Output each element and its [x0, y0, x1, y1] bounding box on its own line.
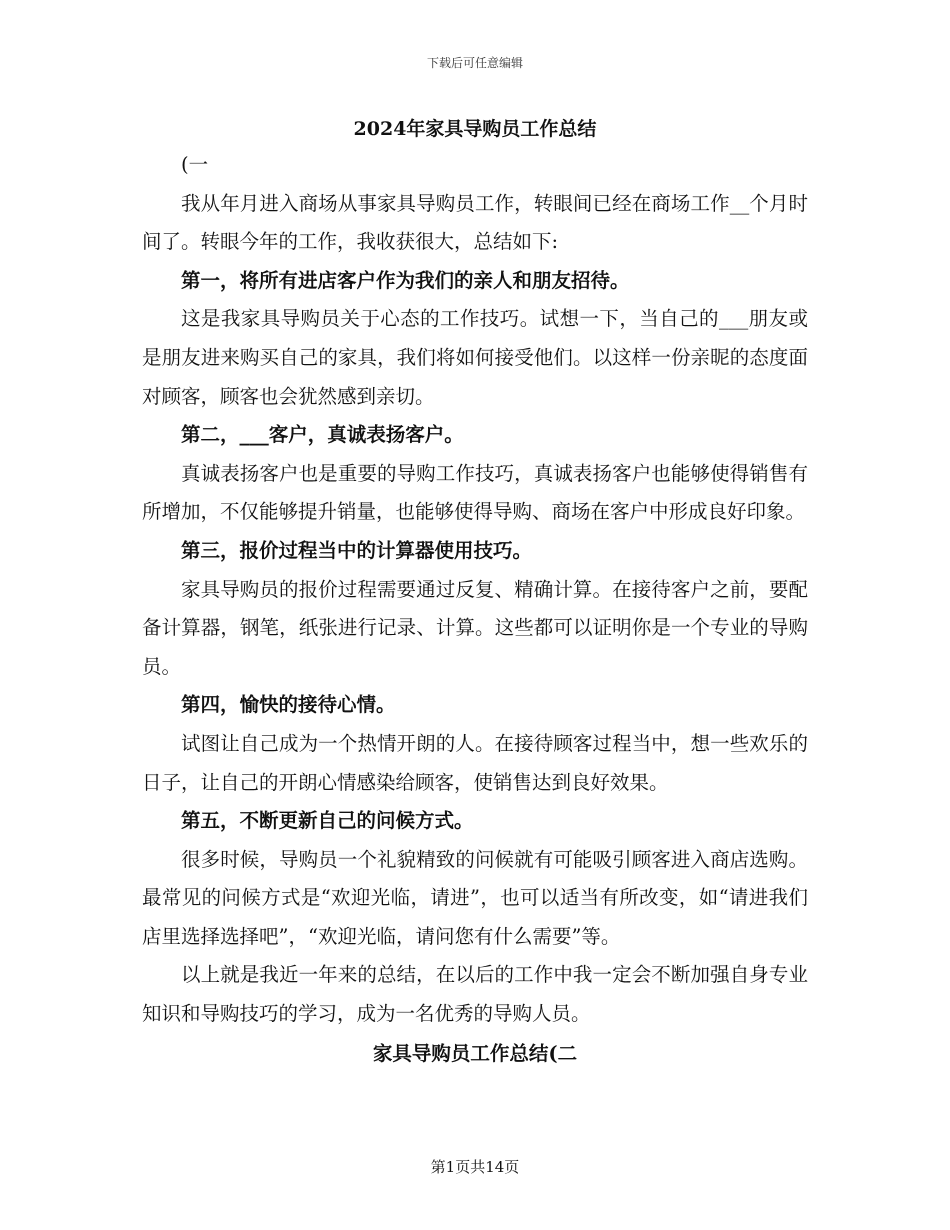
point-paragraph-3: 家具导购员的报价过程需要通过反复、精确计算。在接待客户之前，要配备计算器，钢笔，纸张进行记录、计算。这些都可以证明你是一个专业的导购员。 [142, 577, 808, 678]
document-title: 2024年家具导购员工作总结 [353, 118, 597, 140]
header-note: 下载后可任意编辑 [426, 56, 523, 70]
point-paragraph-1: 这是我家具导购员关于心态的工作技巧。试想一下，当自己的___朋友或是朋友进来购买自己的家具，我们将如何接受他们。以这样一份亲昵的态度面对顾客，顾客也会犹然感到亲切。 [142, 307, 808, 408]
point-heading-5: 第五，不断更新自己的问候方式。 [181, 809, 474, 833]
document-body [142, 146, 808, 1073]
point-heading-3: 第三，报价过程当中的计算器使用技巧。 [181, 538, 533, 562]
intro-paragraph: 我从年月进入商场从事家具导购员工作，转眼间已经在商场工作__个月时间了。转眼今年的工作，我收获很大，总结如下: [142, 191, 808, 254]
page-footer: 第1页共14页 [430, 1158, 520, 1176]
point-heading-2: 第二，___客户，真诚表扬客户。 [181, 423, 464, 447]
section-marker: (一 [181, 153, 209, 176]
conclusion-paragraph: 以上就是我近一年来的总结，在以后的工作中我一定会不断加强自身专业知识和导购技巧的学习，成为一名优秀的导购人员。 [142, 963, 808, 1026]
point-heading-1: 第一，将所有进店客户作为我们的亲人和朋友招待。 [181, 268, 630, 292]
point-heading-4: 第四，愉快的接待心情。 [181, 693, 396, 717]
point-paragraph-5: 很多时候，导购员一个礼貌精致的问候就有可能吸引顾客进入商店选购。最常见的问候方式是“欢迎光临，请进”，也可以适当有所改变，如“请进我们店里选择选择吧”，“欢迎光临，请问您有什么需要”等。 [142, 847, 808, 948]
point-paragraph-2: 真诚表扬客户也是重要的导购工作技巧，真诚表扬客户也能够使得销售有所增加，不仅能够提升销量，也能够使得导购、商场在客户中形成良好印象。 [142, 461, 808, 524]
part-two-title: 家具导购员工作总结(二 [372, 1041, 578, 1065]
point-paragraph-4: 试图让自己成为一个热情开朗的人。在接待顾客过程当中，想一些欢乐的日子，让自己的开朗心情感染给顾客，使销售达到良好效果。 [142, 731, 808, 794]
